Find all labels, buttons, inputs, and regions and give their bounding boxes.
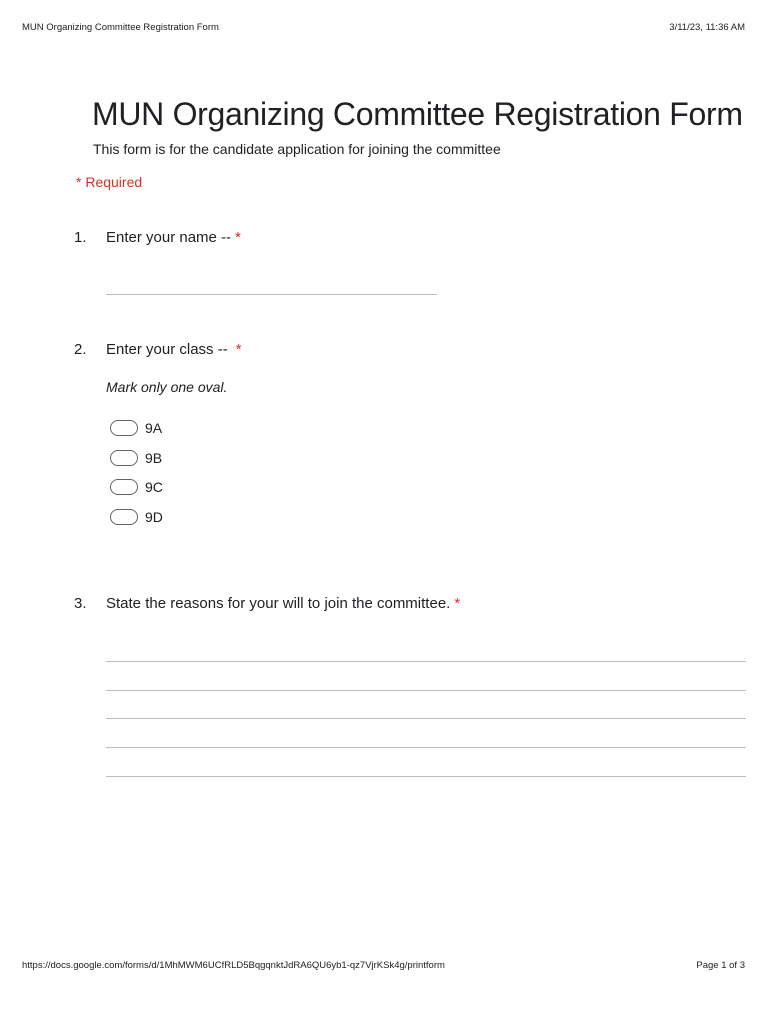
form-description: This form is for the candidate application for joining the committee: [93, 141, 501, 157]
option-9a[interactable]: [110, 419, 162, 437]
radio-oval[interactable]: [110, 509, 138, 525]
radio-oval[interactable]: [110, 420, 138, 436]
question-1-title: [106, 229, 241, 246]
question-1-label: Enter your name --: [106, 229, 232, 246]
print-header: [22, 22, 745, 36]
option-label: 9D: [145, 509, 163, 525]
name-answer-line[interactable]: [106, 294, 437, 295]
option-label: 9B: [145, 450, 163, 466]
question-3-number: 3.: [74, 595, 87, 612]
option-label: 9C: [145, 479, 163, 495]
option-9d[interactable]: [110, 508, 163, 526]
question-2-required-mark: *: [235, 341, 242, 358]
answer-line: [106, 776, 746, 777]
print-footer-page: Page 1 of 3: [696, 960, 745, 971]
question-2-label: Enter your class --: [106, 341, 228, 358]
required-note: * Required: [76, 174, 143, 190]
form-title: MUN Organizing Committee Registration Form: [92, 96, 743, 132]
question-1-required-mark: *: [235, 229, 241, 246]
answer-line: [106, 661, 746, 662]
question-1-number: 1.: [74, 229, 87, 246]
option-9c[interactable]: [110, 478, 163, 496]
question-2-number: 2.: [74, 341, 87, 358]
option-9b[interactable]: [110, 449, 162, 467]
print-header-timestamp: 3/11/23, 11:36 AM: [669, 22, 745, 33]
question-2-title: [106, 341, 242, 358]
print-header-title: MUN Organizing Committee Registration Form: [22, 22, 219, 33]
print-footer-url: https://docs.google.com/forms/d/1MhMWM6UCfRLD5BqgqnktJdRA6QU6yb1-qz7VjrKSk4g/printform: [22, 960, 445, 971]
question-3-required-mark: *: [454, 595, 461, 612]
question-2-instruction: Mark only one oval.: [106, 379, 228, 395]
answer-line: [106, 747, 746, 748]
answer-line: [106, 718, 746, 719]
question-3-title: [106, 595, 460, 612]
option-label: 9A: [145, 420, 163, 436]
print-footer: [22, 960, 745, 974]
question-3-label: State the reasons for your will to join the committee.: [106, 595, 451, 612]
answer-line: [106, 690, 746, 691]
radio-oval[interactable]: [110, 450, 138, 466]
radio-oval[interactable]: [110, 479, 138, 495]
